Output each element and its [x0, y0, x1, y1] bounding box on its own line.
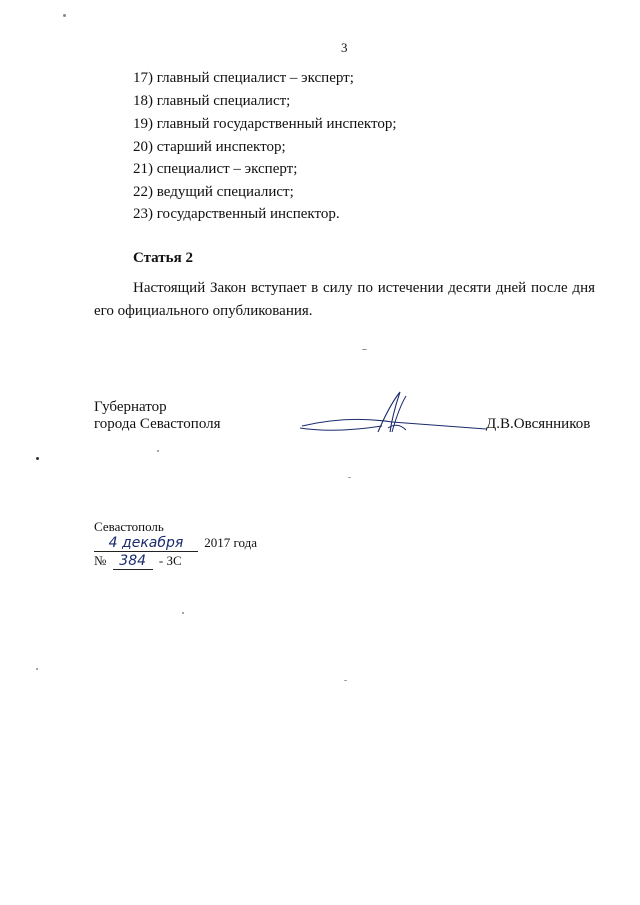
number-suffix: - ЗС [158, 553, 182, 568]
number-prefix: № [94, 553, 107, 568]
list-item: 19) главный государственный инспектор; [133, 116, 397, 132]
date-line [94, 535, 257, 552]
scan-speck [348, 477, 351, 478]
scan-speck [182, 612, 184, 614]
page-number: 3 [341, 40, 348, 55]
list-item: 17) главный специалист – эксперт; [133, 70, 354, 86]
scan-speck [63, 14, 66, 17]
handwritten-number: 384 [119, 553, 147, 569]
article-heading: Статья 2 [133, 250, 193, 266]
date-blank [94, 535, 198, 552]
handwritten-signature [296, 388, 486, 438]
place-of-signing: Севастополь [94, 519, 164, 534]
scan-speck [157, 450, 159, 452]
scan-speck [36, 668, 38, 670]
signatory-name: Д.В.Овсянников [486, 416, 591, 432]
number-blank [113, 553, 153, 570]
law-number-line [94, 553, 182, 570]
scan-speck [362, 349, 367, 350]
scan-speck [36, 457, 39, 460]
article-text-line: его официального опубликования. [94, 303, 313, 319]
list-item: 22) ведущий специалист; [133, 184, 294, 200]
signatory-title: города Севастополя [94, 416, 221, 432]
list-item: 18) главный специалист; [133, 93, 291, 109]
list-item: 20) старший инспектор; [133, 139, 286, 155]
article-text-line: Настоящий Закон вступает в силу по истечении десяти дней после дня [133, 280, 595, 296]
scan-speck [344, 680, 347, 681]
date-suffix: 2017 года [204, 535, 258, 550]
handwritten-date: 4 декабря [108, 535, 184, 551]
signatory-title: Губернатор [94, 399, 167, 415]
list-item: 21) специалист – эксперт; [133, 161, 298, 177]
list-item: 23) государственный инспектор. [133, 206, 340, 222]
